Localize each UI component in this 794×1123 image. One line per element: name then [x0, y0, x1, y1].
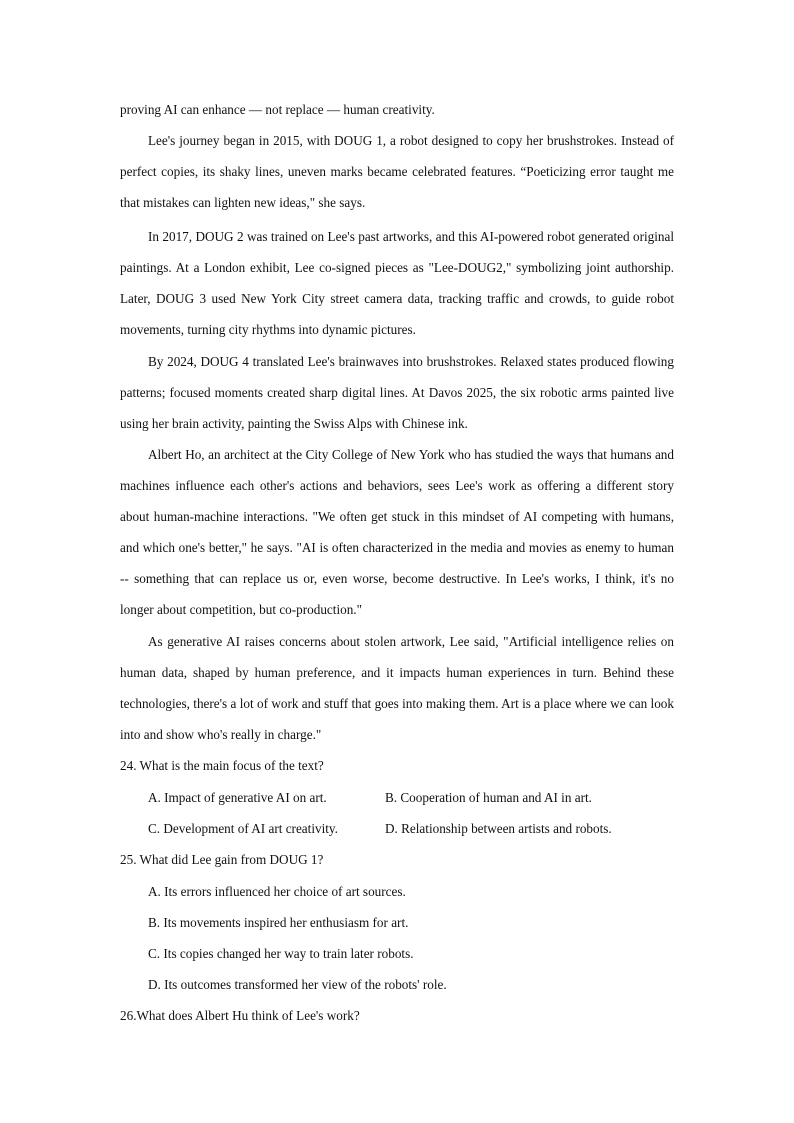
question-26-stem: 26.What does Albert Hu think of Lee's work?	[120, 1008, 360, 1023]
passage-paragraph-doug1: Lee's journey began in 2015, with DOUG 1, a robot designed to copy her brushstrokes. Instead of perfect copies, its shaky lines, uneven marks became celebrated features. “Poeticizing error taught me that mistakes can lighten new ideas," she says.	[120, 133, 674, 211]
question-24-option-a: A. Impact of generative AI on art.	[148, 790, 327, 805]
question-24-stem: 24. What is the main focus of the text?	[120, 758, 324, 773]
question-25-stem: 25. What did Lee gain from DOUG 1?	[120, 852, 324, 867]
question-25-option-c: C. Its copies changed her way to train later robots.	[148, 946, 414, 961]
passage-paragraph-albert-ho: Albert Ho, an architect at the City College of New York who has studied the ways that humans and machines influence each other's actions and behaviors, sees Lee's work as offering a different story about human-machine interactions. "We often get stuck in this mindset of AI competing with humans, and which one's better," he says. "AI is often characterized in the media and movies as enemy to human -- something that can replace us or, even worse, become destructive. In Lee's works, I think, it's no longer about competition, but co-production."	[120, 447, 674, 618]
question-24-option-b: B. Cooperation of human and AI in art.	[385, 790, 592, 805]
passage-paragraph-continued: proving AI can enhance — not replace — human creativity.	[120, 102, 435, 117]
question-24-option-d: D. Relationship between artists and robots.	[385, 821, 612, 836]
passage-paragraph-doug4: By 2024, DOUG 4 translated Lee's brainwaves into brushstrokes. Relaxed states produced flowing patterns; focused moments created sharp digital lines. At Davos 2025, the six robotic arms painted live using her brain activity, painting the Swiss Alps with Chinese ink.	[120, 354, 674, 432]
question-25-option-b: B. Its movements inspired her enthusiasm for art.	[148, 915, 409, 930]
question-25-option-a: A. Its errors influenced her choice of art sources.	[148, 884, 406, 899]
question-25-option-d: D. Its outcomes transformed her view of the robots' role.	[148, 977, 447, 992]
question-24-option-c: C. Development of AI art creativity.	[148, 821, 338, 836]
passage-paragraph-doug2-doug3: In 2017, DOUG 2 was trained on Lee's past artworks, and this AI-powered robot generated original paintings. At a London exhibit, Lee co-signed pieces as "Lee-DOUG2," symbolizing joint authorship. Later, DOUG 3 used New York City street camera data, tracking traffic and crowds, to guide robot movements, turning city rhythms into dynamic pictures.	[120, 229, 674, 338]
passage-paragraph-generative-ai: As generative AI raises concerns about stolen artwork, Lee said, "Artificial intelligence relies on human data, shaped by human preference, and it impacts human experiences in turn. Behind these technologies, there's a lot of work and stuff that goes into making them. Art is a place where we can look into and show who's really in charge."	[120, 634, 674, 743]
